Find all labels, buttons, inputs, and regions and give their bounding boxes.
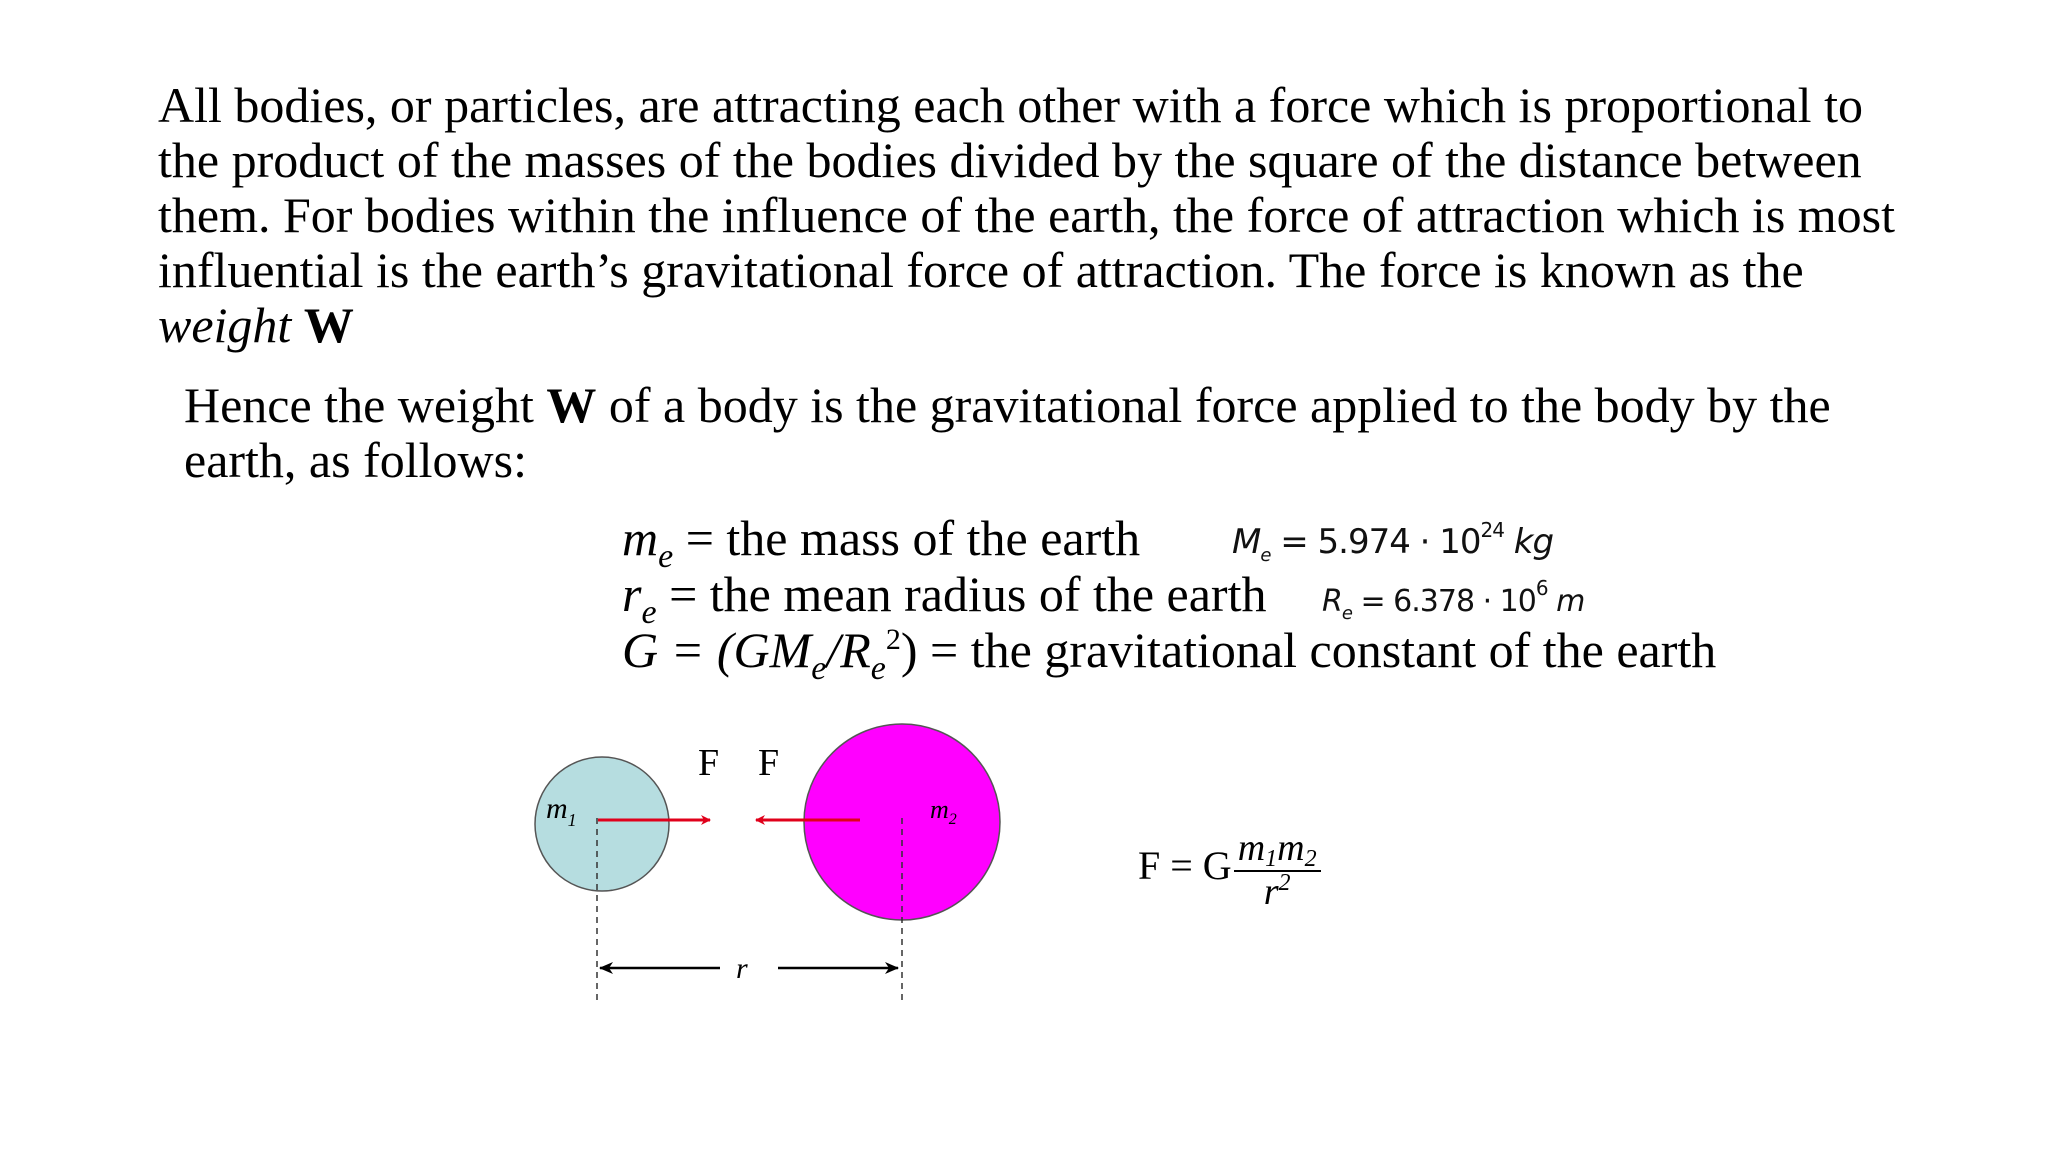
- gravity-formula: [1138, 828, 1321, 912]
- formula-lhs: F = G: [1138, 843, 1232, 889]
- g-definition-open: = (GM: [658, 622, 812, 678]
- earth-radius-constant: $R_e = 6.378 \cdot 10^6$ m: [1322, 576, 1585, 624]
- formula-denominator: $r^2$: [1263, 870, 1291, 913]
- definitions-block: [622, 510, 1717, 687]
- formula-fraction: [1234, 828, 1321, 912]
- radius-subscript: e: [641, 594, 657, 631]
- radius-definition-text: = the mean radius of the earth: [656, 566, 1267, 622]
- paragraph-intro: [158, 78, 1918, 353]
- mass-symbol: m: [622, 510, 659, 566]
- paragraph-weight-text-a: Hence the weight: [184, 377, 547, 433]
- g-symbol: G: [622, 622, 659, 678]
- definition-radius: [622, 566, 1716, 631]
- paragraph-weight: [158, 378, 1944, 488]
- weight-term: weight: [158, 297, 292, 353]
- force-label-left: F: [698, 742, 720, 784]
- label-m1: $m_1$: [546, 792, 577, 830]
- two-body-diagram: [520, 720, 1040, 1020]
- weight-symbol-bold: W: [546, 377, 597, 433]
- mass-subscript: e: [658, 538, 674, 575]
- paragraph-intro-text: All bodies, or particles, are attracting each other with a force which is proportional to the product of the masses of the bodies divided by the square of the distance between them. For bodies within the influence of the earth, the force of attraction which is most influential is the earth’s gravitational force of attraction. The force is known as the: [158, 77, 1896, 298]
- definition-gravitational-constant: $G = (GM_e/R_e^2)$ = the gravitational constant of the earth: [622, 622, 1717, 687]
- earth-mass-constant: $M_e = 5.974 \cdot 10^{24}$ kg: [1232, 518, 1554, 566]
- paragraph-weight-text-b: of a body is the gravitational force applied to the body by the earth, as follows:: [184, 377, 1831, 488]
- label-m2: $m_2$: [930, 795, 957, 828]
- weight-symbol: W: [303, 297, 354, 353]
- radius-symbol: r: [622, 566, 642, 622]
- definition-mass: [622, 510, 1716, 575]
- formula-numerator: $m_1m_2$: [1234, 828, 1321, 872]
- g-definition-text: ) = the gravitational constant of the earth: [900, 622, 1717, 678]
- distance-label: r: [736, 952, 748, 985]
- mass-definition-text: = the mass of the earth: [673, 510, 1141, 566]
- force-label-right: F: [758, 742, 780, 784]
